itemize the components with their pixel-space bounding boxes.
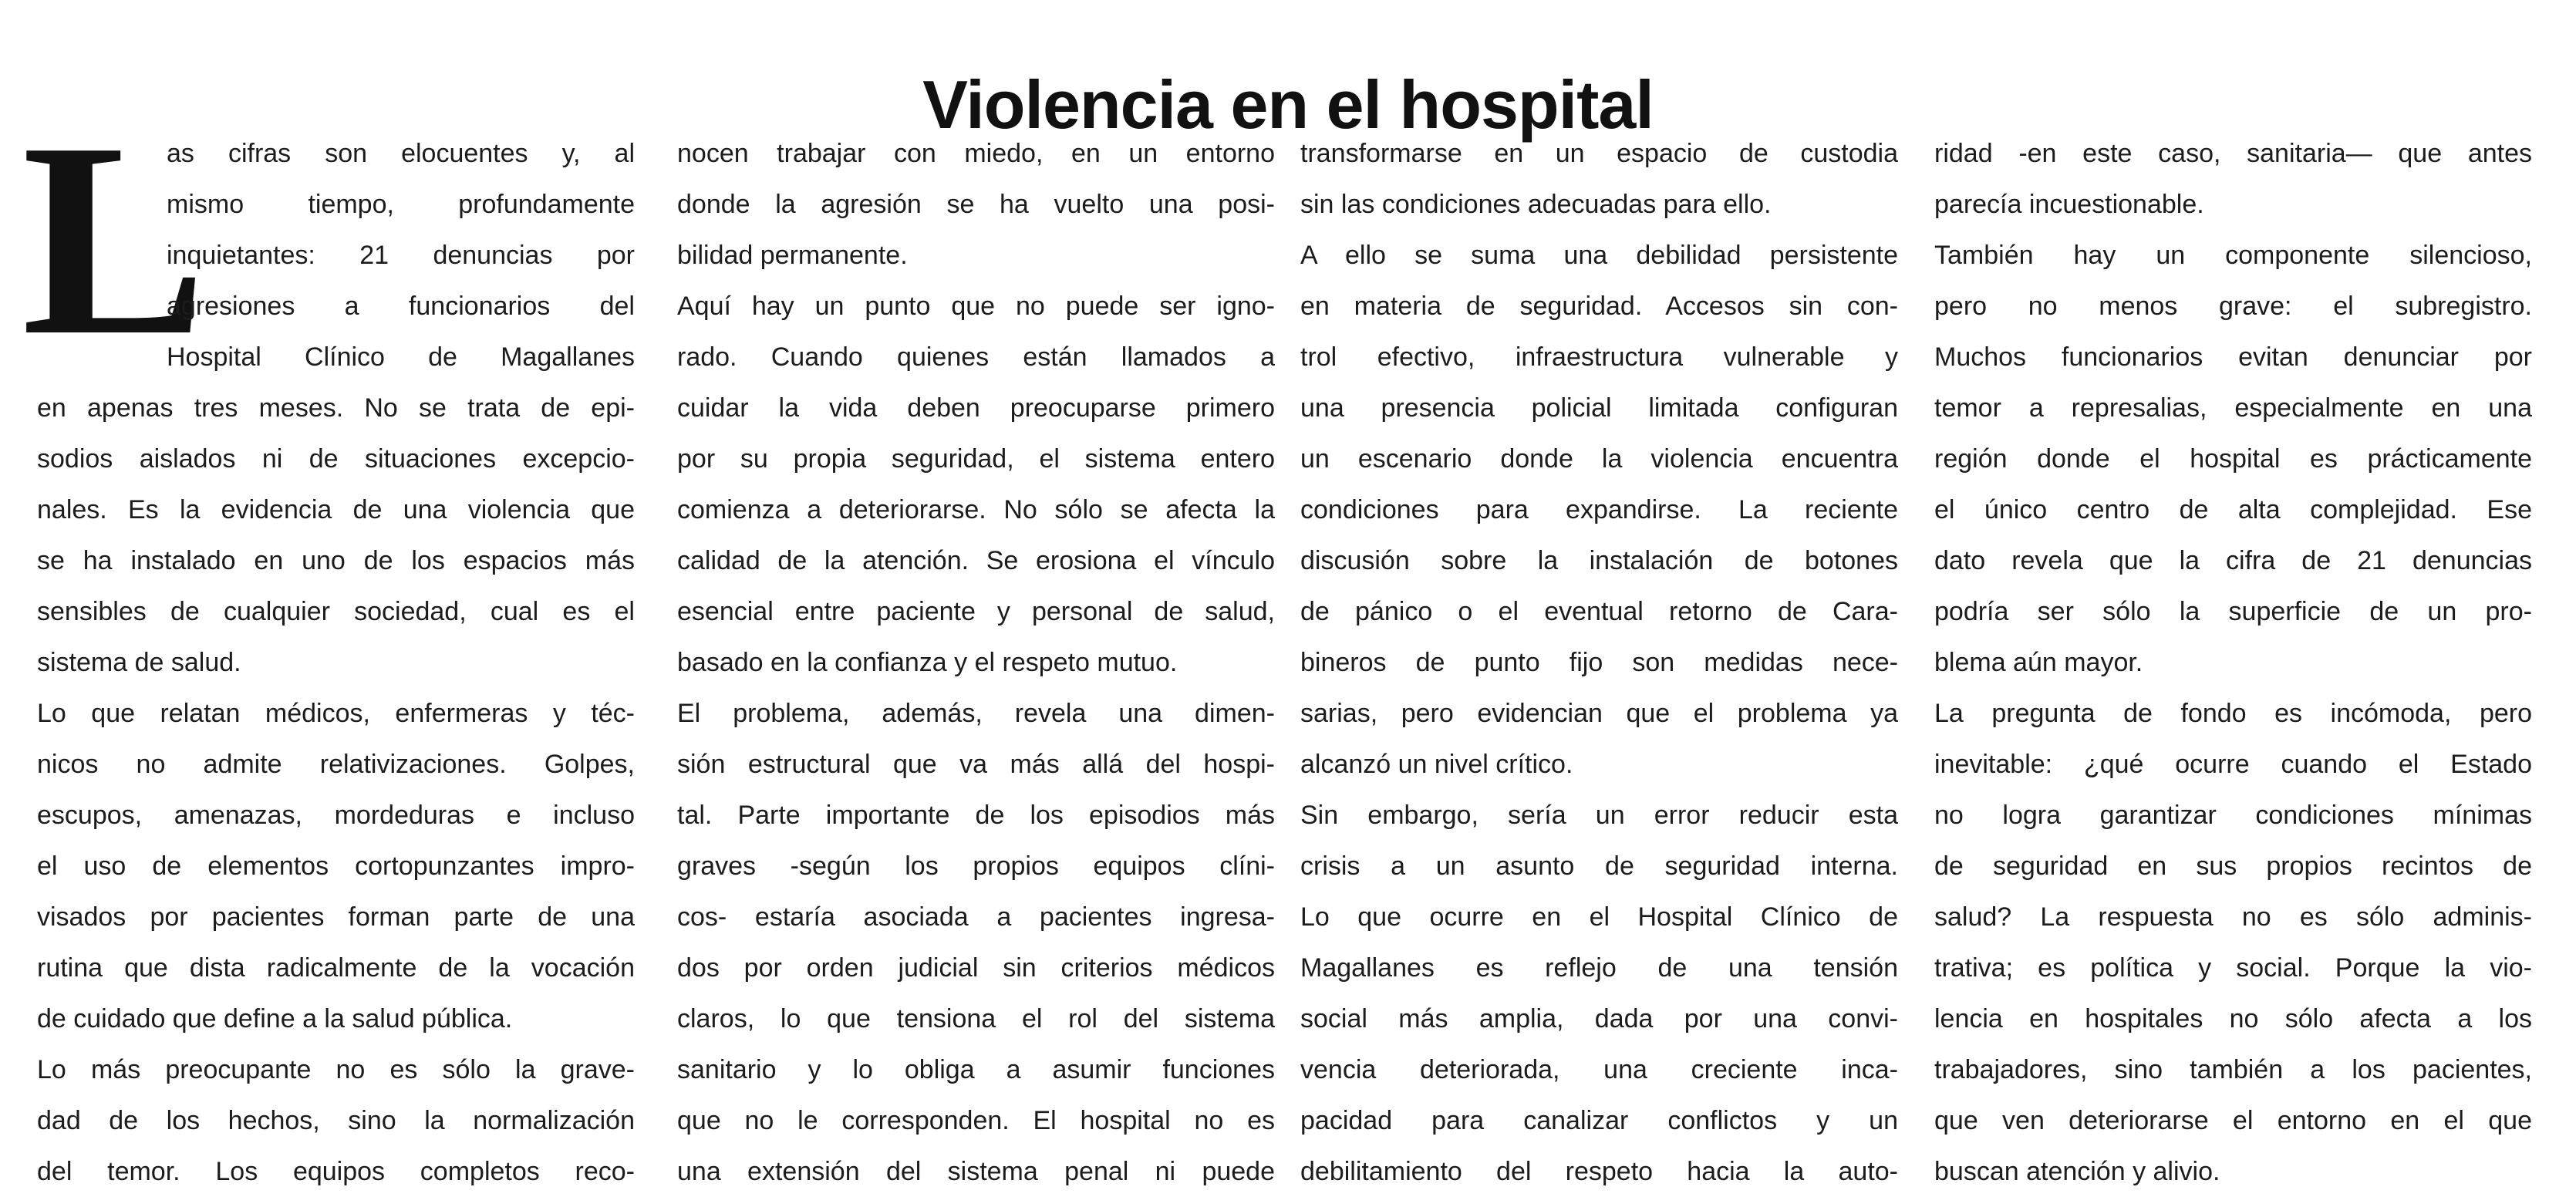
- text-line: blema aún mayor.: [1934, 648, 2143, 677]
- text-line: inquietantes: 21 denuncias por: [167, 241, 635, 270]
- text-line: as cifras son elocuentes y, al: [167, 139, 635, 168]
- text-line: basado en la confianza y el respeto mutuo.: [677, 648, 1178, 677]
- text-line: crisis a un asunto de seguridad interna.: [1300, 851, 1898, 881]
- text-line: Lo más preocupante no es sólo la grave-: [37, 1055, 635, 1084]
- text-line: mismo tiempo, profundamente: [167, 190, 635, 219]
- text-line: en materia de seguridad. Accesos sin con-: [1300, 292, 1898, 321]
- text-line: nocen trabajar con miedo, en un entorno: [677, 139, 1275, 168]
- text-line: de seguridad en sus propios recintos de: [1934, 851, 2532, 881]
- text-line: buscan atención y alivio.: [1934, 1157, 2220, 1186]
- text-line: en apenas tres meses. No se trata de epi-: [37, 393, 635, 423]
- text-line: sodios aislados ni de situaciones excepcio-: [37, 444, 635, 474]
- text-line: inevitable: ¿qué ocurre cuando el Estado: [1934, 750, 2532, 779]
- text-line: trabajadores, sino también a los pacientes,: [1934, 1055, 2532, 1084]
- text-line: sión estructural que va más allá del hospi-: [677, 750, 1275, 779]
- text-line: cuidar la vida deben preocuparse primero: [677, 393, 1275, 423]
- text-line: visados por pacientes forman parte de una: [37, 902, 635, 932]
- text-line: bineros de punto fijo son medidas nece-: [1300, 648, 1898, 677]
- text-line: dos por orden judicial sin criterios médicos: [677, 953, 1275, 983]
- text-line: debilitamiento del respeto hacia la auto-: [1300, 1157, 1898, 1186]
- article-column-1: [37, 128, 635, 1186]
- text-line: de pánico o el eventual retorno de Cara-: [1300, 597, 1898, 626]
- text-line: pacidad para canalizar conflictos y un: [1300, 1106, 1898, 1135]
- text-line: el uso de elementos cortopunzantes impro-: [37, 851, 635, 881]
- article-column-2: [677, 128, 1275, 1186]
- text-line: social más amplia, dada por una convi-: [1300, 1004, 1898, 1033]
- text-line: graves -según los propios equipos clíni-: [677, 851, 1275, 881]
- text-line: vencia deteriorada, una creciente inca-: [1300, 1055, 1898, 1084]
- text-line: comienza a deteriorarse. No sólo se afecta la: [677, 495, 1275, 524]
- text-line: También hay un componente silencioso,: [1934, 241, 2532, 270]
- text-line: una presencia policial limitada configuran: [1300, 393, 1898, 423]
- text-line: podría ser sólo la superficie de un pro-: [1934, 597, 2532, 626]
- text-line: trativa; es política y social. Porque la vio-: [1934, 953, 2532, 983]
- text-line: nales. Es la evidencia de una violencia que: [37, 495, 635, 524]
- article-column-4: [1934, 128, 2532, 1186]
- text-line: transformarse en un espacio de custodia: [1300, 139, 1898, 168]
- text-line: lencia en hospitales no sólo afecta a los: [1934, 1004, 2532, 1033]
- text-line: de cuidado que define a la salud pública.: [37, 1004, 513, 1033]
- text-line: escupos, amenazas, mordeduras e incluso: [37, 801, 635, 830]
- text-line: que no le corresponden. El hospital no es: [677, 1106, 1275, 1135]
- headline-regular-part: en el hospital: [1212, 66, 1654, 143]
- text-line: El problema, además, revela una dimen-: [677, 699, 1275, 728]
- text-line: parecía incuestionable.: [1934, 190, 2204, 219]
- text-line: Sin embargo, sería un error reducir esta: [1300, 801, 1898, 830]
- drop-cap-letter: L: [22, 85, 207, 393]
- headline-bold-part: Violencia: [922, 66, 1212, 143]
- text-line: tal. Parte importante de los episodios más: [677, 801, 1275, 830]
- text-line: una extensión del sistema penal ni puede: [677, 1157, 1275, 1186]
- text-line: agresiones a funcionarios del: [167, 292, 635, 321]
- text-line: condiciones para expandirse. La reciente: [1300, 495, 1898, 524]
- text-line: que ven deteriorarse el entorno en el que: [1934, 1106, 2532, 1135]
- text-line: sistema de salud.: [37, 648, 241, 677]
- text-line: se ha instalado en uno de los espacios más: [37, 546, 635, 575]
- text-line: Hospital Clínico de Magallanes: [167, 342, 635, 372]
- text-line: región donde el hospital es prácticamente: [1934, 444, 2532, 474]
- text-line: A ello se suma una debilidad persistente: [1300, 241, 1898, 270]
- text-line: sarias, pero evidencian que el problema ya: [1300, 699, 1898, 728]
- text-line: sanitario y lo obliga a asumir funciones: [677, 1055, 1275, 1084]
- text-line: calidad de la atención. Se erosiona el vínculo: [677, 546, 1275, 575]
- text-line: Aquí hay un punto que no puede ser igno-: [677, 292, 1275, 321]
- text-line: Muchos funcionarios evitan denunciar por: [1934, 342, 2532, 372]
- text-line: trol efectivo, infraestructura vulnerable y: [1300, 342, 1898, 372]
- text-line: La pregunta de fondo es incómoda, pero: [1934, 699, 2532, 728]
- text-line: cos- estaría asociada a pacientes ingresa-: [677, 902, 1275, 932]
- text-line: pero no menos grave: el subregistro.: [1934, 292, 2532, 321]
- text-line: rado. Cuando quienes están llamados a: [677, 342, 1275, 372]
- text-line: no logra garantizar condiciones mínimas: [1934, 801, 2532, 830]
- text-line: dad de los hechos, sino la normalización: [37, 1106, 635, 1135]
- text-line: bilidad permanente.: [677, 241, 908, 270]
- text-line: ridad -en este caso, sanitaria— que antes: [1934, 139, 2532, 168]
- text-line: claros, lo que tensiona el rol del sistema: [677, 1004, 1275, 1033]
- text-line: esencial entre paciente y personal de salud,: [677, 597, 1275, 626]
- text-line: alcanzó un nivel crítico.: [1300, 750, 1573, 779]
- text-line: Lo que ocurre en el Hospital Clínico de: [1300, 902, 1898, 932]
- text-line: nicos no admite relativizaciones. Golpes,: [37, 750, 635, 779]
- text-line: sin las condiciones adecuadas para ello.: [1300, 190, 1772, 219]
- text-line: dato revela que la cifra de 21 denuncias: [1934, 546, 2532, 575]
- text-line: salud? La respuesta no es sólo adminis-: [1934, 902, 2532, 932]
- text-line: el único centro de alta complejidad. Ese: [1934, 495, 2532, 524]
- text-line: Magallanes es reflejo de una tensión: [1300, 953, 1898, 983]
- article-column-3: [1300, 128, 1898, 1186]
- text-line: por su propia seguridad, el sistema entero: [677, 444, 1275, 474]
- text-line: sensibles de cualquier sociedad, cual es el: [37, 597, 635, 626]
- text-line: donde la agresión se ha vuelto una posi-: [677, 190, 1275, 219]
- text-line: discusión sobre la instalación de botones: [1300, 546, 1898, 575]
- text-line: del temor. Los equipos completos reco-: [37, 1157, 635, 1186]
- text-line: rutina que dista radicalmente de la vocación: [37, 953, 635, 983]
- text-line: Lo que relatan médicos, enfermeras y téc-: [37, 699, 635, 728]
- text-line: un escenario donde la violencia encuentra: [1300, 444, 1898, 474]
- text-line: temor a represalias, especialmente en una: [1934, 393, 2532, 423]
